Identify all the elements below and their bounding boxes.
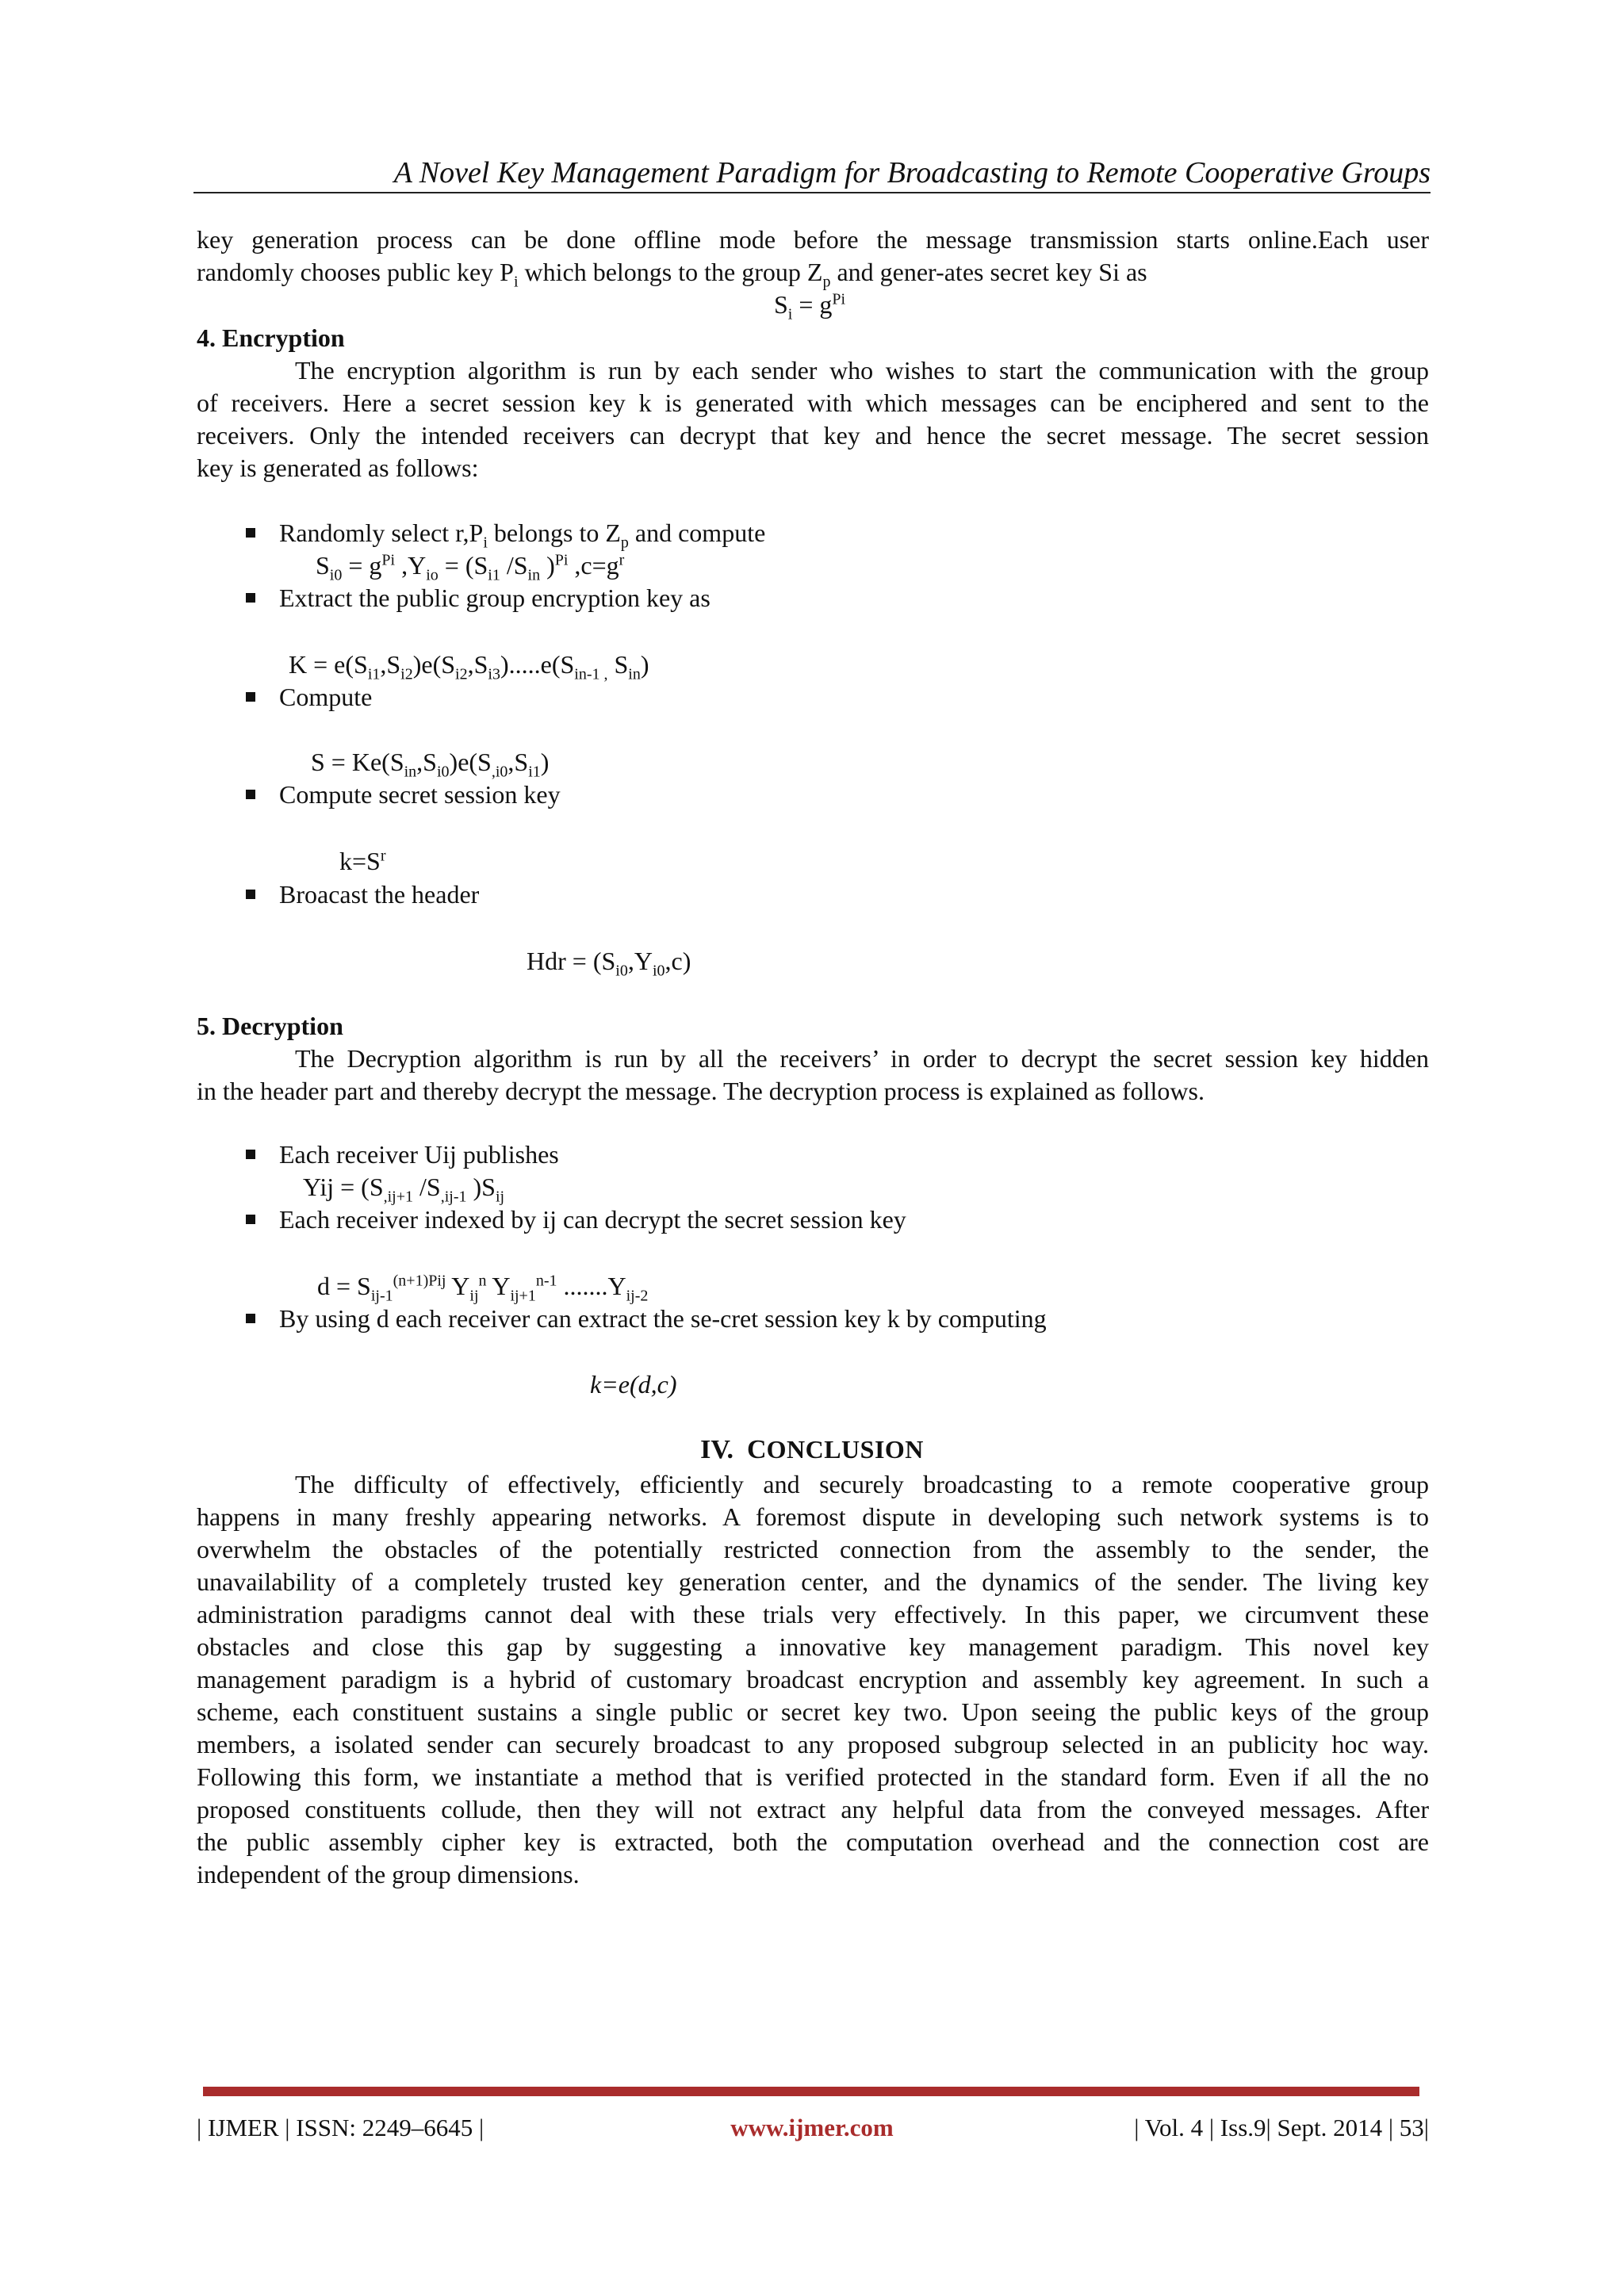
bullet-square-icon [246,1150,255,1159]
intro-line-2: randomly chooses public key $P_i$ which belongs to the group $Z_p$ and gener-ates secret key Si as [197,258,1147,291]
bullet-square-icon [246,890,255,899]
conclusion-line-7: management paradigm is a hybrid of customary broadcast encryption and assembly key agreement. In such a [197,1665,1429,1693]
encryption-heading: 4. Encryption [197,323,345,352]
conclusion-line-13: independent of the group dimensions. [197,1860,580,1888]
formula-session-key: $k=S^r$ [339,847,386,875]
conclusion-line-5: administration paradigms cannot deal with these trials very effectively. In this paper, we circumvent these [197,1600,1429,1628]
formula-header: Hdr = $(S_{i0},Y_{i0},c)$ [527,947,691,980]
header-rule [193,192,1431,193]
formula-secret-key: $S_i = g^{Pi}$ [774,290,846,323]
conclusion-line-3: overwhelm the obstacles of the potentially restricted connection from the assembly to the sender, the [197,1535,1429,1563]
encryption-para-line-3: receivers. Only the intended receivers can decrypt that key and hence the secret message. The secret session [197,421,1429,450]
decryption-para-line-2: in the header part and thereby decrypt the message. The decryption process is explained as follows. [197,1077,1205,1105]
encryption-para-line-1: The encryption algorithm is run by each sender who wishes to start the communication with the group [295,356,1429,385]
bullet-square-icon [246,790,255,799]
bullet-square-icon [246,528,255,538]
formula-final-key: k=e(d,c) [590,1370,677,1399]
conclusion-line-9: members, a isolated sender can securely broadcast to any proposed subgroup selected in an publicity hoc way. [197,1730,1429,1758]
decryption-para-line-1: The Decryption algorithm is run by all the receivers’ in order to decrypt the secret session key hidden [295,1044,1429,1073]
bullet-square-icon [246,1215,255,1224]
conclusion-line-4: unavailability of a completely trusted key generation center, and the dynamics of the sender. The living key [197,1567,1429,1596]
encryption-para-line-4: key is generated as follows: [197,453,479,482]
decryption-heading: 5. Decryption [197,1012,343,1040]
bullet-square-icon [246,692,255,702]
footer-website-link[interactable]: www.ijmer.com [730,2114,894,2141]
footer-rule [203,2087,1419,2096]
footer-volume-info: | Vol. 4 | Iss.9| Sept. 2014 | 53| [1134,2114,1429,2141]
bullet-square-icon [246,593,255,603]
formula-sender-values: $S_{i0} = g^{Pi}$ $,Y_{io} = (S_{i1}$ $/S_{in}$ )$^{Pi}$ $,c=g^r$ [316,551,625,584]
conclusion-line-2: happens in many freshly appearing networks. A foremost dispute in developing such network systems is to [197,1502,1429,1531]
footer-journal-info: | IJMER | ISSN: 2249–6645 | [197,2114,485,2141]
conclusion-line-6: obstacles and close this gap by suggesting a innovative key management paradigm. This novel key [197,1632,1429,1661]
conclusion-line-11: proposed constituents collude, then they will not extract any helpful data from the conveyed messages. After [197,1795,1429,1823]
formula-group-key: $K = e(S_{i1},S_{i2})e(S_{i2},S_{i3}).....e(S_{in-1 ,}$ $S_{in}$) [289,650,649,683]
conclusion-line-12: the public assembly cipher key is extracted, both the computation overhead and the connection cost are [197,1827,1429,1856]
encryption-para-line-2: of receivers. Here a secret session key k is generated with which messages can be enciphered and sent to the [197,388,1429,417]
running-title: A Novel Key Management Paradigm for Broadcasting to Remote Cooperative Groups [393,156,1431,189]
bullet-square-icon [246,1314,255,1323]
intro-line-1: key generation process can be done offline mode before the message transmission starts online.Each user [197,225,1429,254]
conclusion-line-10: Following this form, we instantiate a method that is verified protected in the standard form. Even if all the no [197,1762,1429,1791]
conclusion-line-1: The difficulty of effectively, efficiently and securely broadcasting to a remote cooperative group [295,1470,1429,1498]
conclusion-title: IV. CONCLUSION [700,1435,924,1464]
formula-d: $d = S_{ij-1}^{(n+1)Pij}$ $Y_{ij}^n$ $Y_{ij+1}^{n-1}$ $.......Y_{ij-2}$ [317,1272,649,1305]
formula-s: $S = Ke(S_{in},S_{i0})e(S_{,i0},S_{i1})$ [311,748,550,781]
paper-page: A Novel Key Management Paradigm for Broadcasting to Remote Cooperative Groups key generation process can be done offline mode before the message transmission starts online.Each user randomly chooses public key $P_i$ which belongs to the group $Z_p$ and gener-ates secret key Si as $S_i = g^{Pi}$ 4. Encryption The encryption algorithm is run by each sender who wishes to start the communication with the group of receivers. Here a secret session key k is generated with which messages can be enciphered and sent to the receivers. Only the intended receivers can decrypt that key and hence the secret message. The secret session key is generated as follows: Randomly select $r,P_i$ belongs to $Z_p$ and compute $S_{i0} = g^{Pi}$ $,Y_{io} = (S_{i1}$ $/S_{in}$ )$^{Pi}$ $,c=g^r$ Extract the public group encryption key as $K = e(S_{i1},S_{i2})e(S_{i2},S_{i3}).....e(S_{in-1 ,}$ $S_{in}$) Compute $S = Ke(S_{in},S_{i0})e(S_{,i0},S_{i1})$ Compute secret session key $k=S^r$ Broacast the header Hdr = $(S_{i0},Y_{i0},c)$ 5. Decryption The Decryption algorithm is run by all the receivers’ in order to decrypt the secret session key hidden in the header part and thereby decrypt the message. The decryption process is explained as follows. Each receiver Uij publishes Yij = ($S_{,ij+1}$ $/S_{,ij-1}$ )$S_{ij}$ Each receiver indexed by ij can decrypt the secret session key $d = S_{ij-1}^{(n+1)Pij}$ $Y_{ij}^n$ $Y_{ij+1}^{n-1}$ $.......Y_{ij-2}$ By using d each receiver can extract the se-cret session key k by computing k=e(d,c) IV. CONCLUSION The difficulty of effectively, efficiently and securely broadcasting to a remote cooperative group happens in many freshly appearing networks. A foremost dispute in developing such network systems is to overwhelm the obstacles of the potentially restricted connection from the assembly to the sender, the unavailability of a completely trusted key generation center, and the dynamics of the sender. The living key administration paradigms cannot deal with these trials very effectively. In this paper, we circumvent these obstacles and close this gap by suggesting a innovative key management paradigm. This novel key management paradigm is a hybrid of customary broadcast encryption and assembly key agreement. In such a scheme, each constituent sustains a single public or secret key two. Upon seeing the public keys of the group members, a isolated sender can securely broadcast to any proposed subgroup selected in an publicity hoc way. Following this form, we instantiate a method that is verified protected in the standard form. Even if all the no proposed constituents collude, then they will not extract any helpful data from the conveyed messages. After the public assembly cipher key is extracted, both the computation overhead and the connection cost are independent of the group dimensions. | IJMER | ISSN: 2249–6645 | www.ijmer.com | Vol. 4 | Iss.9| Sept. 2014 | 53| [0,0,1624,2296]
formula-yij: Yij = ($S_{,ij+1}$ $/S_{,ij-1}$ )$S_{ij}$ [303,1173,505,1206]
conclusion-line-8: scheme, each constituent sustains a single public or secret key two. Upon seeing the public keys of the group [197,1697,1429,1726]
